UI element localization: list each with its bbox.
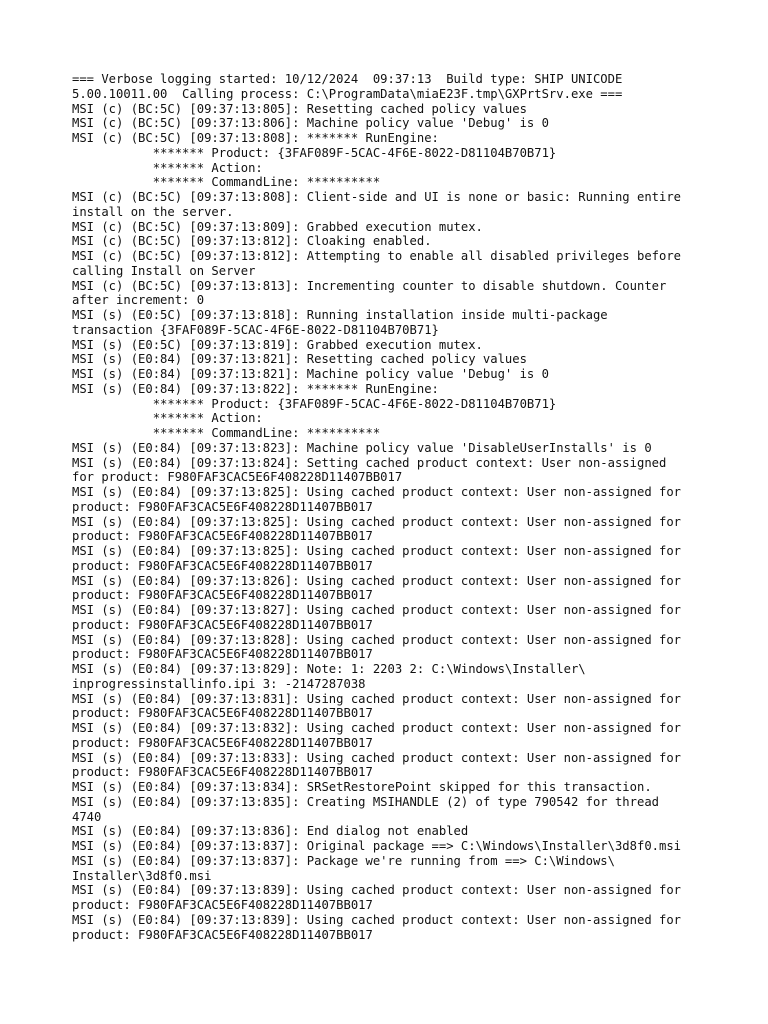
log-line: product: F980FAF3CAC5E6F408228D11407BB017	[72, 529, 373, 544]
log-line: MSI (s) (E0:84) [09:37:13:822]: ******* RunEngine:	[72, 381, 439, 396]
log-line: ******* CommandLine: **********	[72, 175, 381, 190]
log-line: MSI (s) (E0:84) [09:37:13:836]: End dialog not enabled	[72, 824, 469, 839]
log-line: product: F980FAF3CAC5E6F408228D11407BB017	[72, 927, 373, 942]
log-line: after increment: 0	[72, 293, 205, 308]
log-line: 5.00.10011.00 Calling process: C:\ProgramData\miaE23F.tmp\GXPrtSrv.exe ===	[72, 86, 623, 101]
log-line: MSI (s) (E0:84) [09:37:13:821]: Machine policy value 'Debug' is 0	[72, 367, 549, 381]
log-line: MSI (s) (E0:84) [09:37:13:839]: Using cached product context: User non-assigned for	[72, 912, 682, 927]
log-line: MSI (s) (E0:84) [09:37:13:821]: Resetting cached policy values	[72, 352, 527, 367]
log-line: product: F980FAF3CAC5E6F408228D11407BB017	[72, 647, 373, 662]
log-line: MSI (c) (BC:5C) [09:37:13:805]: Resetting cached policy values	[72, 101, 527, 116]
log-line: MSI (s) (E0:84) [09:37:13:837]: Package we're running from ==> C:\Windows\	[72, 853, 615, 868]
log-line: MSI (s) (E0:84) [09:37:13:839]: Using cached product context: User non-assigned for	[72, 883, 682, 898]
log-line: MSI (c) (BC:5C) [09:37:13:806]: Machine policy value 'Debug' is 0	[72, 116, 549, 131]
log-line: MSI (c) (BC:5C) [09:37:13:812]: Attempting to enable all disabled privileges before	[72, 249, 682, 263]
log-line: MSI (s) (E0:84) [09:37:13:827]: Using cached product context: User non-assigned for	[72, 603, 682, 617]
log-line: ******* Action:	[72, 411, 263, 426]
log-line: MSI (s) (E0:84) [09:37:13:835]: Creating MSIHANDLE (2) of type 790542 for thread	[72, 794, 659, 809]
log-page	[72, 72, 712, 942]
log-line: MSI (s) (E0:5C) [09:37:13:819]: Grabbed execution mutex.	[72, 337, 483, 352]
log-line: === Verbose logging started: 10/12/2024 09:37:13 Build type: SHIP UNICODE	[72, 72, 623, 86]
log-line: ******* Action:	[72, 160, 263, 175]
log-line: ******* CommandLine: **********	[72, 426, 381, 440]
log-line: MSI (s) (E0:84) [09:37:13:825]: Using cached product context: User non-assigned for	[72, 485, 682, 499]
log-line: MSI (s) (E0:84) [09:37:13:831]: Using cached product context: User non-assigned for	[72, 691, 682, 706]
log-line: calling Install on Server	[72, 263, 256, 278]
log-line: MSI (c) (BC:5C) [09:37:13:812]: Cloaking enabled.	[72, 234, 432, 249]
log-line: transaction {3FAF089F-5CAC-4F6E-8022-D81104B70B71}	[72, 322, 439, 337]
log-line: product: F980FAF3CAC5E6F408228D11407BB017	[72, 706, 373, 721]
log-line: product: F980FAF3CAC5E6F408228D11407BB017	[72, 558, 373, 573]
log-line: MSI (s) (E0:84) [09:37:13:825]: Using cached product context: User non-assigned for	[72, 544, 682, 558]
log-line: for product: F980FAF3CAC5E6F408228D11407BB017	[72, 470, 403, 485]
log-line: inprogressinstallinfo.ipi 3: -2147287038	[72, 676, 366, 691]
log-line: MSI (c) (BC:5C) [09:37:13:813]: Incrementing counter to disable shutdown. Counter	[72, 278, 667, 293]
log-line: MSI (s) (E0:84) [09:37:13:833]: Using cached product context: User non-assigned for	[72, 750, 682, 765]
log-line: MSI (s) (E0:84) [09:37:13:829]: Note: 1: 2203 2: C:\Windows\Installer\	[72, 662, 586, 676]
log-line: install on the server.	[72, 204, 234, 219]
log-line: product: F980FAF3CAC5E6F408228D11407BB017	[72, 588, 373, 603]
log-line: 4740	[72, 809, 102, 824]
log-line: MSI (s) (E0:5C) [09:37:13:818]: Running installation inside multi-package	[72, 308, 608, 322]
log-line: MSI (c) (BC:5C) [09:37:13:809]: Grabbed execution mutex.	[72, 219, 483, 234]
log-line: MSI (s) (E0:84) [09:37:13:837]: Original package ==> C:\Windows\Installer\3d8f0.msi	[72, 839, 682, 853]
log-line: ******* Product: {3FAF089F-5CAC-4F6E-8022-D81104B70B71}	[72, 145, 557, 160]
log-line: product: F980FAF3CAC5E6F408228D11407BB017	[72, 617, 373, 632]
log-line: MSI (s) (E0:84) [09:37:13:824]: Setting cached product context: User non-assigned	[72, 455, 667, 470]
log-line: Installer\3d8f0.msi	[72, 868, 212, 883]
log-line: product: F980FAF3CAC5E6F408228D11407BB017	[72, 898, 373, 912]
log-line: MSI (s) (E0:84) [09:37:13:826]: Using cached product context: User non-assigned for	[72, 573, 682, 588]
log-line: product: F980FAF3CAC5E6F408228D11407BB017	[72, 735, 373, 750]
log-line: MSI (c) (BC:5C) [09:37:13:808]: ******* RunEngine:	[72, 131, 439, 145]
log-line: MSI (s) (E0:84) [09:37:13:832]: Using cached product context: User non-assigned for	[72, 721, 682, 735]
log-line: product: F980FAF3CAC5E6F408228D11407BB017	[72, 765, 373, 780]
log-line: MSI (c) (BC:5C) [09:37:13:808]: Client-side and UI is none or basic: Running entire	[72, 190, 682, 204]
log-line: MSI (s) (E0:84) [09:37:13:823]: Machine policy value 'DisableUserInstalls' is 0	[72, 440, 652, 455]
log-line: ******* Product: {3FAF089F-5CAC-4F6E-8022-D81104B70B71}	[72, 396, 557, 411]
log-line: product: F980FAF3CAC5E6F408228D11407BB017	[72, 499, 373, 514]
log-line: MSI (s) (E0:84) [09:37:13:834]: SRSetRestorePoint skipped for this transaction.	[72, 780, 652, 794]
log-line: MSI (s) (E0:84) [09:37:13:828]: Using cached product context: User non-assigned for	[72, 632, 682, 647]
log-line: MSI (s) (E0:84) [09:37:13:825]: Using cached product context: User non-assigned for	[72, 514, 682, 529]
